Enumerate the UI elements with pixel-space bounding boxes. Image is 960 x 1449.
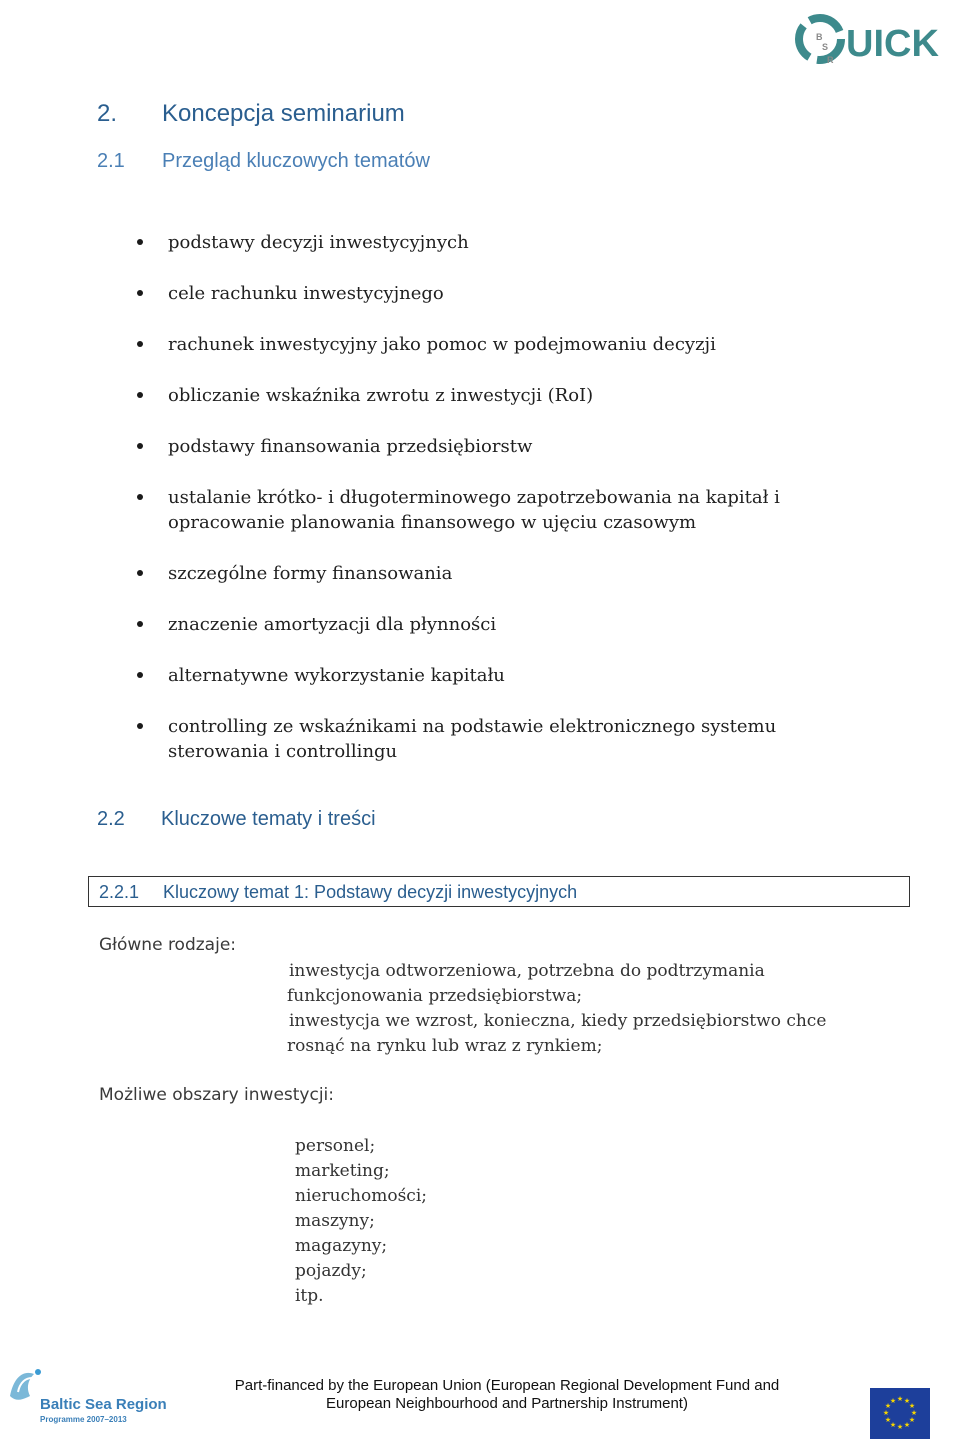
list-item: podstawy decyzji inwestycyjnych — [168, 230, 868, 255]
list-item: personel; — [295, 1136, 376, 1156]
eu-flag-icon — [870, 1388, 930, 1439]
svg-text:★: ★ — [884, 1416, 892, 1424]
topic-number: 2.2.1 — [99, 882, 140, 902]
list-item: alternatywne wykorzystanie kapitału — [168, 663, 868, 688]
bullet-icon — [137, 494, 143, 500]
list-item: itp. — [295, 1286, 324, 1306]
main-types-text: inwestycja odtworzeniowa, potrzebna do podtrzymania funkcjonowania przedsiębiorstwa; inwestycja we wzrost, konieczna, kiedy przedsiębiorstwo chce rosnąć na rynku lub wraz z rynkiem; — [287, 961, 827, 1056]
section-heading — [97, 100, 405, 128]
areas-list — [295, 1134, 427, 1309]
list-item: magazyny; — [295, 1236, 388, 1256]
bullet-icon — [137, 239, 143, 245]
logo-title: Baltic Sea Region — [40, 1396, 167, 1413]
topic-title: Kluczowy temat 1: Podstawy decyzji inwestycyjnych — [163, 882, 578, 902]
bullet-icon — [137, 290, 143, 296]
svg-text:★: ★ — [896, 1423, 904, 1431]
list-item: znaczenie amortyzacji dla płynności — [168, 612, 868, 637]
bullet-icon — [137, 392, 143, 398]
topic-heading-box — [88, 876, 910, 907]
section-title: Koncepcja seminarium — [162, 100, 405, 127]
list-item: marketing; — [295, 1161, 390, 1181]
subsection-title: Przegląd kluczowych tematów — [162, 150, 430, 172]
svg-text:B: B — [816, 32, 823, 42]
bullet-icon — [137, 341, 143, 347]
svg-text:★: ★ — [889, 1421, 897, 1429]
list-item: rachunek inwestycyjny jako pomoc w podejmowaniu decyzji — [168, 332, 868, 357]
quick-logo — [792, 8, 942, 70]
svg-text:★: ★ — [908, 1402, 916, 1410]
logo-subtitle: Programme 2007–2013 — [40, 1415, 127, 1424]
svg-text:R: R — [827, 55, 834, 65]
bullet-icon — [137, 570, 143, 576]
svg-text:S: S — [822, 42, 829, 52]
list-item: pojazdy; — [295, 1261, 367, 1281]
baltic-sea-region-logo — [4, 1366, 167, 1432]
bullet-icon — [137, 672, 143, 678]
svg-text:★: ★ — [882, 1409, 890, 1417]
svg-text:★: ★ — [903, 1421, 911, 1429]
svg-text:★: ★ — [884, 1402, 892, 1410]
subsection-number: 2.1 — [97, 150, 125, 172]
list-item: podstawy finansowania przedsiębiorstw — [168, 434, 868, 459]
svg-text:★: ★ — [896, 1395, 904, 1403]
svg-text:★: ★ — [903, 1397, 911, 1405]
bullet-icon — [137, 443, 143, 449]
list-item: obliczanie wskaźnika zwrotu z inwestycji (RoI) — [168, 383, 868, 408]
main-types-label: Główne rodzaje: — [99, 935, 237, 955]
svg-text:★: ★ — [910, 1409, 918, 1417]
areas-label: Możliwe obszary inwestycji: — [99, 1085, 335, 1105]
svg-text:★: ★ — [889, 1397, 897, 1405]
list-item: maszyny; — [295, 1211, 375, 1231]
list-item: szczególne formy finansowania — [168, 561, 868, 586]
subsection-title: Kluczowe tematy i treści — [161, 808, 376, 830]
section-number: 2. — [97, 100, 118, 127]
svg-text:UICK: UICK — [846, 23, 939, 65]
list-item: ustalanie krótko- i długoterminowego zapotrzebowania na kapitał i opracowanie planowania finansowego w ujęciu czasowym — [168, 485, 868, 535]
funding-note: Part-financed by the European Union (European Regional Development Fund and European Neighbourhood and Partnership Instrument) — [234, 1377, 780, 1412]
subsection-number: 2.2 — [97, 808, 125, 830]
bullet-icon — [137, 621, 143, 627]
bullet-icon — [137, 723, 143, 729]
svg-text:★: ★ — [908, 1416, 916, 1424]
subsection-heading-2-1 — [97, 150, 430, 173]
list-item: cele rachunku inwestycyjnego — [168, 281, 868, 306]
list-item: nieruchomości; — [295, 1186, 427, 1206]
list-item: controlling ze wskaźnikami na podstawie elektronicznego systemu sterowania i controllingu — [168, 714, 868, 764]
subsection-heading-2-2 — [97, 808, 376, 831]
